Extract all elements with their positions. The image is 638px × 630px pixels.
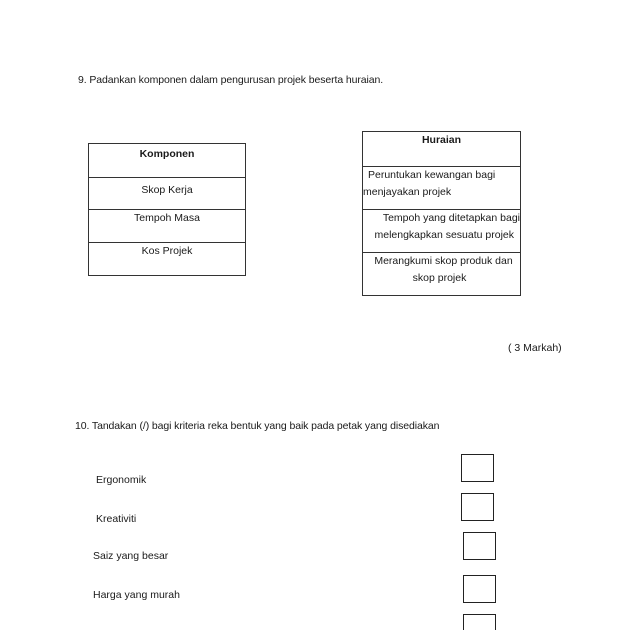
criteria-label-kreativiti: Kreativiti [96, 513, 137, 525]
checkbox-harga-yang-murah[interactable] [463, 575, 496, 603]
huraian-row-2: Tempoh yang ditetapkan bagi melengkapkan sesuatu projek [363, 210, 521, 253]
komponen-row-skop-kerja: Skop Kerja [89, 178, 246, 210]
question-10-text: 10. Tandakan (/) bagi kriteria reka bentuk yang baik pada petak yang disediakan [75, 420, 440, 432]
huraian-row-1: Peruntukan kewangan bagi menjayakan projek [363, 167, 521, 210]
huraian-table [362, 131, 521, 296]
checkbox-saiz-yang-besar[interactable] [463, 532, 496, 560]
huraian-header: Huraian [363, 132, 521, 167]
komponen-row-kos-projek: Kos Projek [89, 243, 246, 276]
checkbox-kreativiti[interactable] [461, 493, 494, 521]
criteria-label-ergonomik: Ergonomik [96, 474, 147, 486]
komponen-table [88, 143, 246, 276]
marks-label: ( 3 Markah) [508, 342, 562, 354]
criteria-label-saiz-yang-besar: Saiz yang besar [93, 550, 169, 562]
criteria-label-harga-yang-murah: Harga yang murah [93, 589, 180, 601]
komponen-row-tempoh-masa: Tempoh Masa [89, 210, 246, 243]
checkbox-partial-next[interactable] [463, 614, 496, 630]
question-9-text: 9. Padankan komponen dalam pengurusan projek beserta huraian. [78, 74, 384, 86]
huraian-row-3: Merangkumi skop produk dan skop projek [363, 253, 521, 296]
komponen-header: Komponen [89, 144, 246, 178]
checkbox-ergonomik[interactable] [461, 454, 494, 482]
